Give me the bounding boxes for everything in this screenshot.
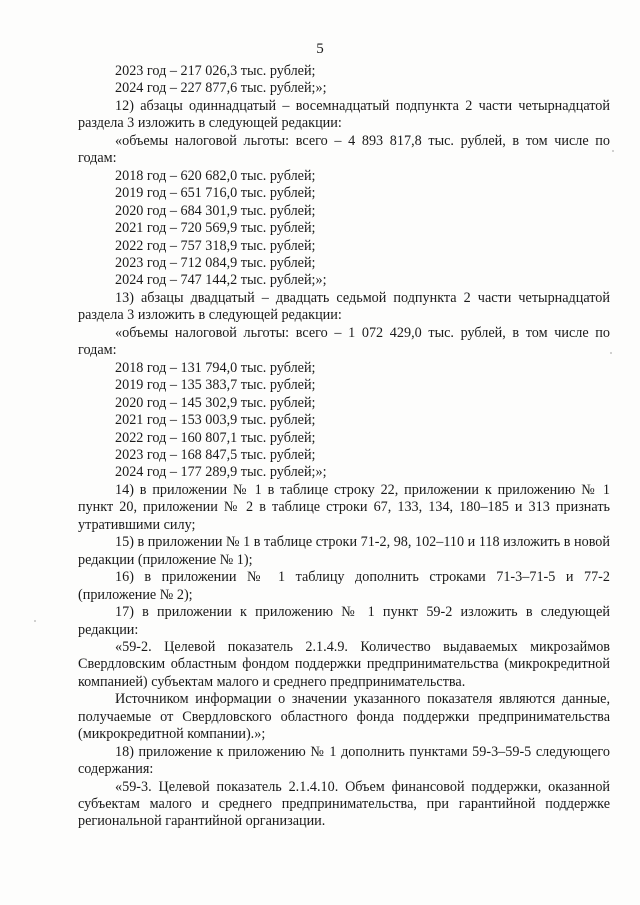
item-17-paragraph: 17) в приложении к приложению № 1 пункт 59-2 изложить в следующей редакции: [78, 604, 610, 638]
year-line: 2023 год – 217 026,3 тыс. рублей; [115, 63, 316, 79]
scan-speck [610, 352, 612, 354]
scan-speck [612, 150, 614, 152]
item-12-quote: «объемы налоговой льготы: всего – 4 893 817,8 тыс. рублей, в том числе по годам: [78, 132, 610, 167]
page-number: 5 [316, 41, 324, 57]
year-line: 2019 год – 651 716,0 тыс. рублей; [115, 185, 316, 202]
item-18-paragraph: 18) приложение к приложению № 1 дополнить пунктами 59-3–59-5 следующего содержания: [78, 743, 610, 778]
year-line: 2024 год – 227 877,6 тыс. рублей;»; [115, 80, 327, 97]
year-line: 2023 год – 712 084,9 тыс. рублей; [115, 254, 316, 271]
year-line: 2021 год – 153 003,9 тыс. рублей; [115, 412, 316, 429]
year-line: 2021 год – 720 569,9 тыс. рублей; [115, 220, 316, 237]
year-line: 2024 год – 177 289,9 тыс. рублей;»; [115, 464, 327, 481]
item-12-paragraph: 12) абзацы одиннадцатый – восемнадцатый подпункта 2 части четырнадцатой раздела 3 изложить в следующей редакции: [78, 97, 610, 132]
item-14-paragraph: 14) в приложении № 1 в таблице строку 22, приложении к приложению № 1 пункт 20, приложении № 2 в таблице строки 67, 133, 134, 180–185 и 313 признать утратившими силу; [78, 481, 610, 533]
year-line: 2020 год – 684 301,9 тыс. рублей; [115, 202, 316, 219]
document-body [78, 63, 610, 831]
year-line: 2018 год – 131 794,0 тыс. рублей; [115, 359, 316, 376]
year-line: 2022 год – 160 807,1 тыс. рублей; [115, 429, 316, 446]
year-line: 2023 год – 168 847,5 тыс. рублей; [115, 446, 316, 463]
year-line: 2022 год – 757 318,9 тыс. рублей; [115, 237, 316, 254]
year-line: 2019 год – 135 383,7 тыс. рублей; [115, 377, 316, 394]
item-17-source: Источником информации о значении указанного показателя являются данные, получаемые от Свердловского областного фонда поддержки предпринимательства (микрокредитной компании).»; [78, 691, 610, 743]
item-13-paragraph: 13) абзацы двадцатый – двадцать седьмой подпункта 2 части четырнадцатой раздела 3 изложить в следующей редакции: [78, 289, 610, 324]
item-15-paragraph: 15) в приложении № 1 в таблице строки 71-2, 98, 102–110 и 118 изложить в новой редакции (приложение № 1); [78, 534, 610, 568]
scan-speck [34, 620, 36, 622]
item-18-quote: «59-3. Целевой показатель 2.1.4.10. Объем финансовой поддержки, оказанной субъектам малого и среднего предпринимательства, при гарантийной поддержке региональной гарантийной организации. [78, 778, 610, 830]
item-17-quote: «59-2. Целевой показатель 2.1.4.9. Количество выдаваемых микрозаймов Свердловским областным фондом поддержки предпринимательства (микрокредитной компанией) субъектам малого и среднего предпринимательства. [78, 638, 610, 690]
year-line: 2024 год – 747 144,2 тыс. рублей;»; [115, 272, 327, 289]
item-13-quote: «объемы налоговой льготы: всего – 1 072 429,0 тыс. рублей, в том числе по годам: [78, 324, 610, 359]
year-line: 2020 год – 145 302,9 тыс. рублей; [115, 394, 316, 411]
year-line: 2018 год – 620 682,0 тыс. рублей; [115, 167, 316, 184]
item-16-paragraph: 16) в приложении № 1 таблицу дополнить строками 71-3–71-5 и 77-2 (приложение № 2); [78, 569, 610, 603]
